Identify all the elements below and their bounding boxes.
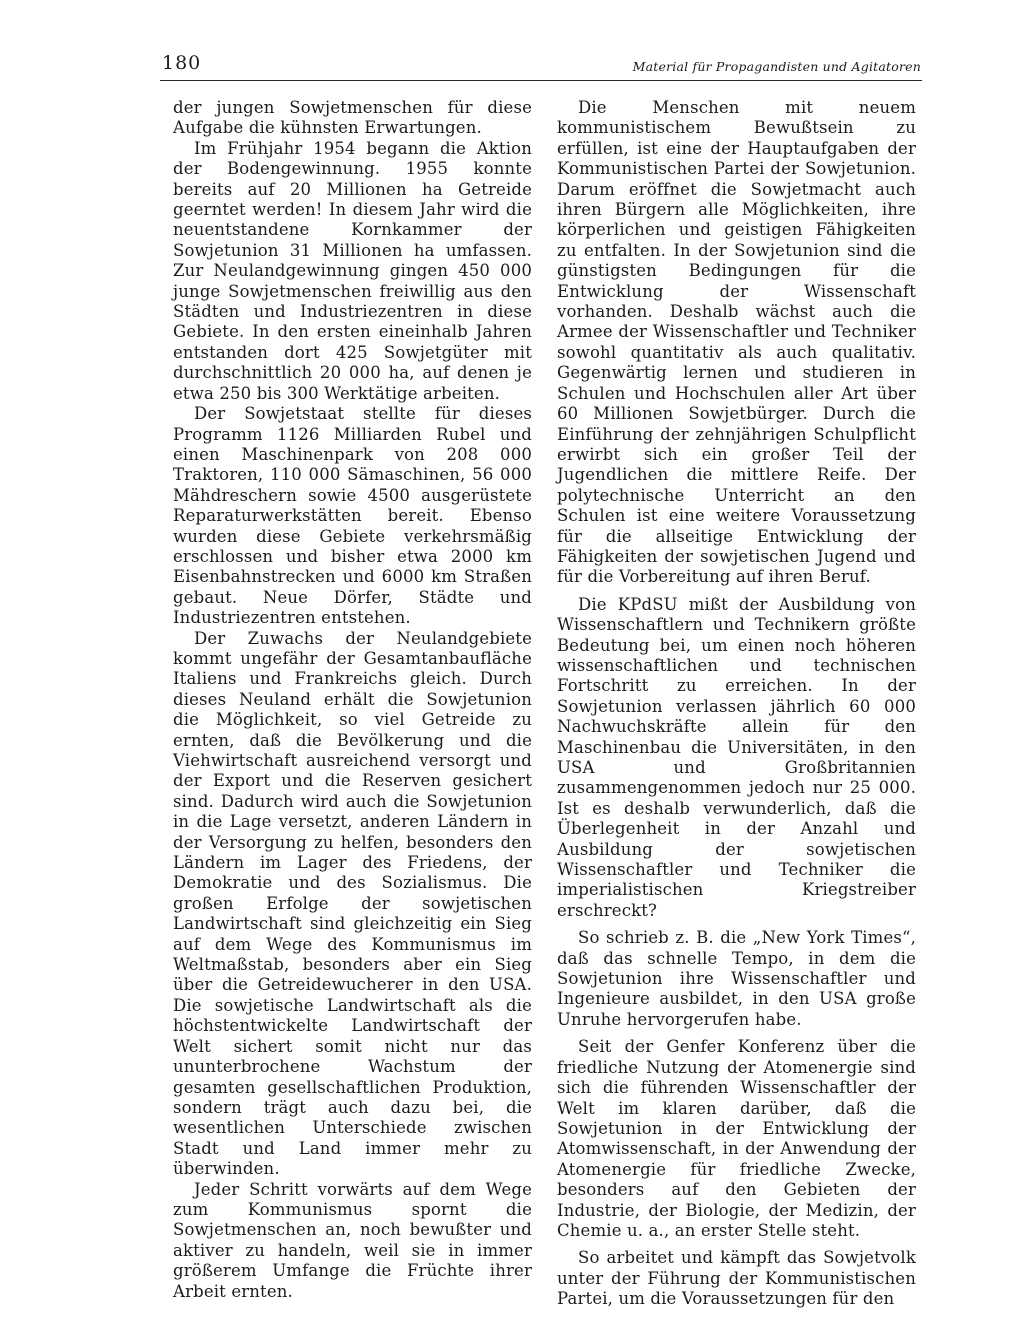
paragraph: der jungen Sowjetmenschen für diese Aufgabe die kühnsten Erwartungen. (173, 98, 532, 138)
paragraph: Der Zuwachs der Neulandgebiete kommt ungefähr der Gesamtanbaufläche Italiens und Frankreichs gleich. Durch dieses Neuland erhält die Sowjetunion die Möglichkeit, so viel Getreide zu ernten, daß die Bevölkerung und die Viehwirtschaft ausreichend versorgt und der Export und die Reserven gesichert sind. Dadurch wird auch die Sowjetunion in die Lage versetzt, anderen Ländern in der Versorgung zu helfen, besonders den Ländern im Lager des Friedens, der Demokratie und des Sozialismus. Die großen Erfolge der sowjetischen Landwirtschaft sind gleichzeitig ein Sieg auf dem Wege des Kommunismus im Weltmaßstab, besonders aber ein Sieg über die Getreidewucherer in den USA. Die sowjetische Landwirtschaft als die höchstentwickelte Landwirtschaft der Welt sichert somit nicht nur das ununterbrochene Wachstum der gesamten gesellschaftlichen Produktion, sondern trägt auch dazu bei, die wesentlichen Unterschiede zwischen Stadt und Land immer mehr zu überwinden. (173, 628, 532, 1179)
paragraph: Jeder Schritt vorwärts auf dem Wege zum Kommunismus spornt die Sowjetmenschen an, noch bewußter und aktiver zu handeln, weil sie in immer größerem Umfange die Früchte ihrer Arbeit ernten. (173, 1179, 532, 1301)
page-number: 180 (162, 52, 202, 74)
paragraph: Der Sowjetstaat stellte für dieses Programm 1126 Milliarden Rubel und einen Maschinenpark von 208 000 Traktoren, 110 000 Sämaschinen, 56 000 Mähdreschern sowie 4500 ausgerüstete Reparaturwerkstätten bereit. Ebenso wurden diese Gebiete verkehrsmäßig erschlossen und bisher etwa 2000 km Eisenbahnstrecken und 6000 km Straßen gebaut. Neue Dörfer, Städte und Industriezentren entstehen. (173, 404, 532, 628)
paragraph: So arbeitet und kämpft das Sowjetvolk unter der Führung der Kommunistischen Partei, um die Voraussetzungen für den (557, 1248, 916, 1309)
paragraph: Die KPdSU mißt der Ausbildung von Wissenschaftlern und Technikern größte Bedeutung bei, um einen noch höheren wissenschaftlichen und technischen Fortschritt zu erreichen. In der Sowjetunion verlassen jährlich 60 000 Nachwuchskräfte allein für den Maschinenbau die Universitäten, in den USA und Großbritannien zusammengenommen jedoch nur 25 000. Ist es deshalb verwunderlich, daß die Überlegenheit in der Anzahl und Ausbildung der sowjetischen Wissenschaftler und Techniker die imperialistischen Kriegstreiber erschreckt? (557, 594, 916, 920)
running-title: Material für Propagandisten und Agitatoren (632, 59, 921, 74)
header-rule (160, 80, 922, 81)
paragraph: Seit der Genfer Konferenz über die friedliche Nutzung der Atomenergie sind sich die führenden Wissenschaftler der Welt im klaren darüber, daß die Sowjetunion in der Entwicklung der Atomwissenschaft, in der Anwendung der Atomenergie für friedliche Zwecke, besonders auf den Gebieten der Industrie, der Biologie, der Medizin, der Chemie u. a., an erster Stelle steht. (557, 1037, 916, 1240)
paragraph: Die Menschen mit neuem kommunistischem Bewußtsein zu erfüllen, ist eine der Hauptaufgaben der Kommunistischen Partei der Sowjetunion. Darum eröffnet die Sowjetmacht auch ihren Bürgern alle Möglichkeiten, ihre körperlichen und geistigen Fähigkeiten zu entfalten. In der Sowjetunion sind die günstigsten Bedingungen für die Entwicklung der Wissenschaft vorhanden. Deshalb wächst auch die Armee der Wissenschaftler und Techniker sowohl quantitativ als auch qualitativ. Gegenwärtig lernen und studieren in Schulen und Hochschulen aller Art über 60 Millionen Sowjetbürger. Durch die Einführung der zehnjährigen Schulpflicht erwirbt sich ein großer Teil der Jugendlichen die mittlere Reife. Der polytechnische Unterricht an den Schulen ist eine weitere Voraussetzung für die allseitige Entwicklung der Fähigkeiten der sowjetischen Jugend und für die Vorbereitung auf ihren Beruf. (557, 98, 916, 587)
paragraph: Im Frühjahr 1954 begann die Aktion der Bodengewinnung. 1955 konnte bereits auf 20 Millionen ha Getreide geerntet werden! In diesem Jahr wird die neuentstandene Kornkammer der Sowjetunion 31 Millionen ha umfassen. Zur Neulandgewinnung gingen 450 000 junge Sowjetmenschen freiwillig aus den Städten und Industriezentren in diese Gebiete. In den ersten eineinhalb Jahren entstanden dort 425 Sowjetgüter mit durchschnittlich 20 000 ha, auf denen je etwa 250 bis 300 Werktätige arbeiten. (173, 138, 532, 403)
right-column (557, 98, 916, 1310)
left-column (173, 98, 532, 1302)
paragraph: So schrieb z. B. die „New York Times“, daß das schnelle Tempo, in dem die Sowjetunion ihre Wissenschaftler und Ingenieure ausbildet, in den USA große Unruhe hervorgerufen habe. (557, 928, 916, 1029)
